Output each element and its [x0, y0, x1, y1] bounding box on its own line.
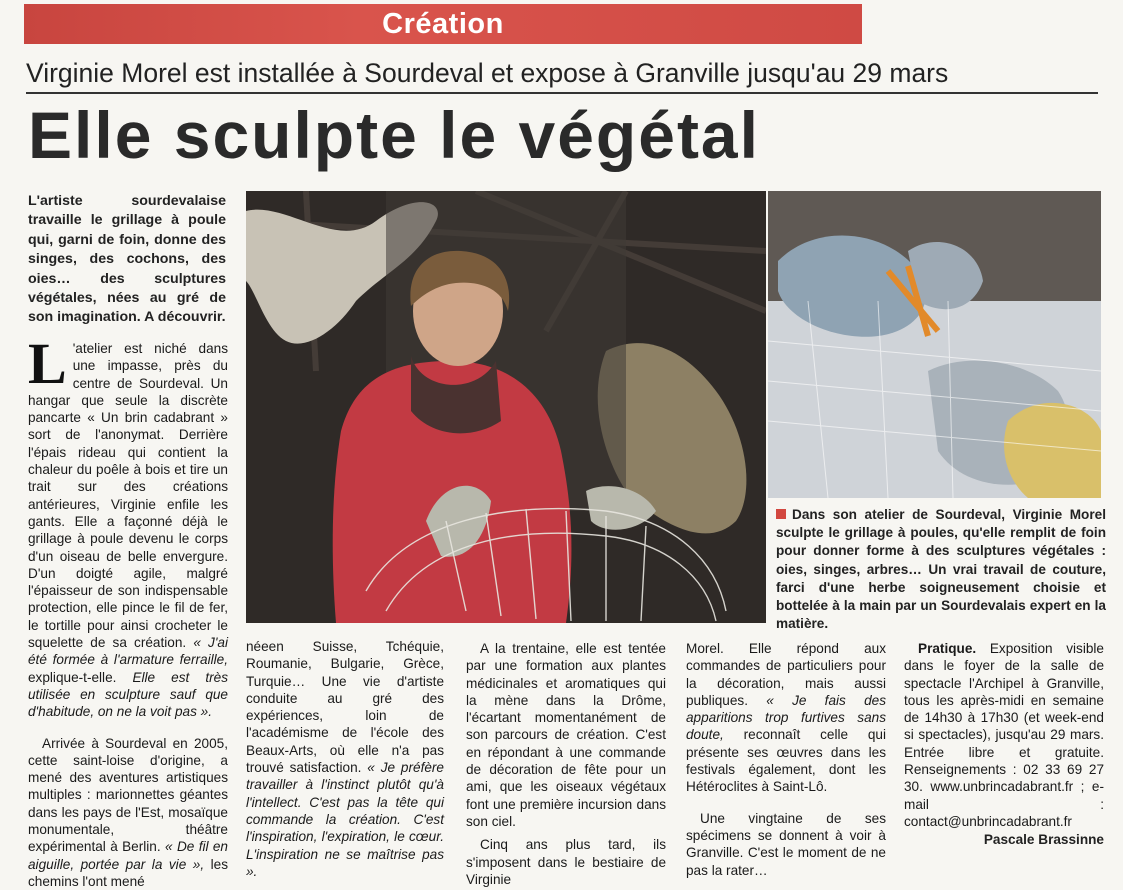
col3-paragraph-1: A la trentaine, elle est tentée par une formation aux plantes médicinales et aromatiques qui la mène dans la Drôme, l'écartant momentanément de son parcours de création. C'est en répondant à une commande de décoration de fête pour un ami, que les oiseaux végétaux font une première incursion dans son ciel. [466, 641, 666, 829]
body-column-2 [246, 638, 444, 880]
p1-quote2: Elle est très utilisée en sculpture sauf que d'habitude, on ne la voit pas ». [28, 669, 228, 720]
p2-text: Arrivée à Sourdeval en 2005, cette saint-loise d'origine, a mené des aventures artistiques multiples : marionnettes géantes dans les pays de l'Est, mosaïque monumentale, théâtre expérimental à Berlin. [28, 735, 228, 855]
p2-quote: « De fil en aiguille, portée par la vie », [28, 839, 228, 872]
col2-quote: « Je préfère travailler à l'instinct plutôt qu'à l'intellect. C'est pas la tête qui commande la création. C'est l'inspiration, l'expiration, le cœur. L'inspiration ne se maîtrise pas ». [246, 760, 444, 879]
drop-cap: L [28, 331, 67, 396]
col4-paragraph-2: Une vingtaine de ses spécimens se donnent à voir à Granville. C'est le moment de ne pas la rater… [686, 810, 886, 878]
subheadline: Virginie Morel est installée à Sourdeval et expose à Granville jusqu'au 29 mars [26, 58, 949, 88]
col4-text: Morel. Elle répond aux commandes de particuliers pour la décoration, mais aussi publiques. [686, 641, 886, 708]
rubric-bar [24, 4, 862, 44]
subhead-rule [26, 92, 1098, 94]
caption-text: Dans son atelier de Sourdeval, Virginie Morel sculpte le grillage à poules, qu'elle remplit de foin pour donner forme à des sculptures végétales : oies, singes, arbres… Un vrai travail de couture, farci d'une herbe soigneusement choisie et bottelée à la main par un Sourdevalais expert en la matière. [776, 507, 1106, 632]
photo-artist-sculpting [246, 191, 766, 623]
p1-text: 'atelier est niché dans une impasse, près du centre de Sourdeval. Un hangar que seule la discrète pancarte « Un brin cadabrant » sort de l'anonymat. Derrière l'épais rideau qui contient la chaleur du poêle à bois et tire un trait sur des créations antérieures, Virginie enfile les gants. Elle a façonné déjà le grillage à poule devenu le corps d'un oiseau de belle envergure. D'un doigté agile, malgré l'épaisseur de son indispensable protection, elle pince le fil de fer, le tortille pour ainsi crocheter le squelette de sa création. [28, 341, 228, 651]
photo-artist-illustration [246, 191, 766, 623]
practical-text: Exposition visible dans le foyer de la salle de spectacle l'Archipel à Granville, tous les après-midi en semaine de 14h30 à 17h30 (et week-end si spectacles), jusqu'au 29 mars. Entrée libre et gratuite. Renseignements : 02 33 69 27 30. www.unbrincadabrant.fr ; e-mail : contact@unbrincadabrant.fr [904, 641, 1104, 829]
photo-hands-illustration [768, 191, 1101, 498]
body-paragraph-1 [28, 331, 228, 721]
p1-said: explique-t-elle. [28, 669, 117, 685]
practical-info [904, 640, 1104, 830]
author-byline: Pascale Brassinne [983, 832, 1104, 847]
caption-bullet-square [776, 509, 786, 519]
practical-info-column [904, 640, 1104, 830]
headline: Elle sculpte le végétal [28, 98, 760, 172]
photo-caption [776, 506, 1106, 633]
col4-paragraph-1 [686, 640, 886, 796]
col2-text: néeen Suisse, Tchéquie, Roumanie, Bulgarie, Grèce, Turquie… Une vie d'artiste conduite au gré des expériences, loin de l'académisme de l'école des Beaux-Arts, où elle n'a pas trouvé satisfaction. [246, 639, 444, 776]
rubric-label: Création [382, 8, 504, 40]
col3-paragraph-2: Cinq ans plus tard, ils s'imposent dans le bestiaire de Virginie [466, 837, 666, 887]
photo-hands-pliers [768, 191, 1101, 498]
col4-quote: « Je fais des apparitions trop furtives sans doute, [686, 692, 886, 743]
practical-label: Pratique. [918, 641, 977, 656]
p1-quote: « J'ai été formée à l'armature ferraille, [28, 635, 228, 668]
body-paragraph-2 [28, 735, 228, 890]
col2-paragraph [246, 638, 444, 880]
p2-text-b: les chemins l'ont mené [28, 856, 229, 889]
col4-text-b: reconnaît celle qui présente ses œuvres dans les festivals également, dont les Hétéroclites à Saint-Lô. [686, 727, 886, 795]
body-column-1 [28, 331, 229, 890]
body-column-4 [686, 640, 886, 879]
lead-paragraph: L'artiste sourdevalaise travaille le grillage à poule qui, garni de foin, donne des singes, des cochons, des oies… des sculptures végétales, nées au gré de son imagination. A découvrir. [28, 193, 226, 326]
body-column-3 [466, 640, 666, 888]
